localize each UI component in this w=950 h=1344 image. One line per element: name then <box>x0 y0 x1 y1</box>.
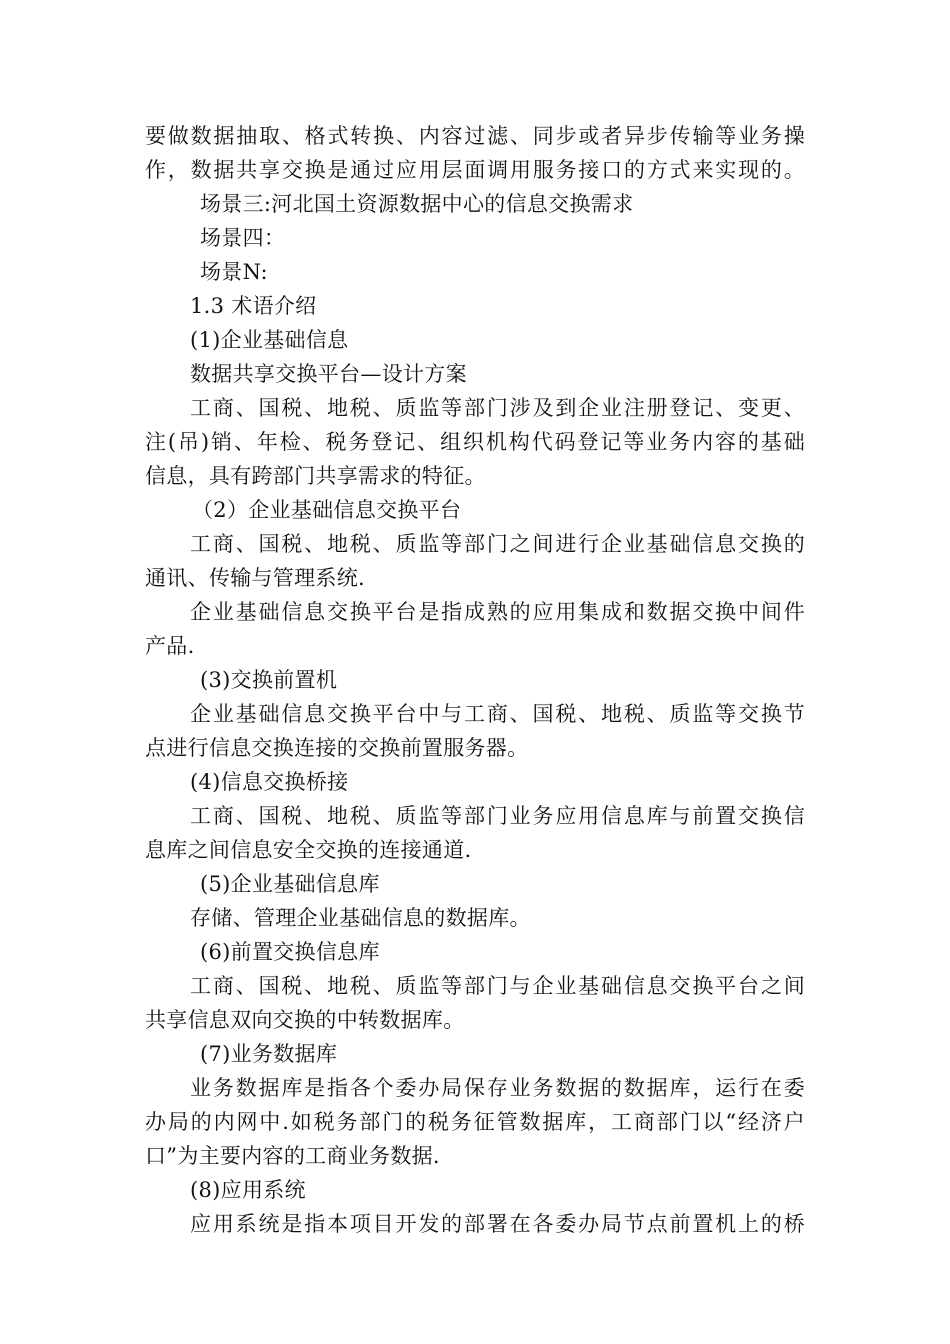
running-title: 数据共享交换平台—设计方案 <box>190 362 467 386</box>
term-heading: (8)应用系统 <box>190 1178 306 1202</box>
paragraph-line: 要做数据抽取、格式转换、内容过滤、同步或者异步传输等业务操 <box>145 124 805 148</box>
term-heading: (1)企业基础信息 <box>190 328 349 352</box>
term-heading: (7)业务数据库 <box>200 1042 338 1066</box>
scenario-heading: 场景N: <box>200 260 268 284</box>
paragraph-line: 产品. <box>145 634 195 658</box>
paragraph-line: 息库之间信息安全交换的连接通道. <box>145 838 472 862</box>
paragraph-line: 存储、管理企业基础信息的数据库。 <box>190 906 531 930</box>
paragraph-line: 工商、国税、地税、质监等部门与企业基础信息交换平台之间 <box>190 974 805 998</box>
term-heading: （2）企业基础信息交换平台 <box>192 498 462 522</box>
paragraph-line: 信息，具有跨部门共享需求的特征。 <box>145 464 486 488</box>
paragraph-line: 口”为主要内容的工商业务数据. <box>145 1144 440 1168</box>
paragraph-line: 业务数据库是指各个委办局保存业务数据的数据库，运行在委 <box>190 1076 805 1100</box>
section-heading: 1.3 术语介绍 <box>190 294 317 318</box>
scenario-heading: 场景四： <box>200 226 286 250</box>
term-heading: (3)交换前置机 <box>200 668 338 692</box>
term-heading: (5)企业基础信息库 <box>200 872 380 896</box>
term-heading: (6)前置交换信息库 <box>200 940 380 964</box>
paragraph-line: 办局的内网中.如税务部门的税务征管数据库，工商部门以“经济户 <box>145 1110 805 1134</box>
paragraph-line: 工商、国税、地税、质监等部门之间进行企业基础信息交换的 <box>190 532 805 556</box>
paragraph-line: 应用系统是指本项目开发的部署在各委办局节点前置机上的桥 <box>190 1212 805 1236</box>
paragraph-line: 注(吊)销、年检、税务登记、组织机构代码登记等业务内容的基础 <box>145 430 805 454</box>
paragraph-line: 企业基础信息交换平台中与工商、国税、地税、质监等交换节 <box>190 702 805 726</box>
term-heading: (4)信息交换桥接 <box>190 770 349 794</box>
paragraph-line: 点进行信息交换连接的交换前置服务器。 <box>145 736 529 760</box>
paragraph-line: 共享信息双向交换的中转数据库。 <box>145 1008 465 1032</box>
paragraph-line: 企业基础信息交换平台是指成熟的应用集成和数据交换中间件 <box>190 600 805 624</box>
scenario-heading: 场景三:河北国土资源数据中心的信息交换需求 <box>200 192 634 216</box>
paragraph-line: 工商、国税、地税、质监等部门涉及到企业注册登记、变更、 <box>190 396 805 420</box>
paragraph-line: 工商、国税、地税、质监等部门业务应用信息库与前置交换信 <box>190 804 805 828</box>
paragraph-line: 作，数据共享交换是通过应用层面调用服务接口的方式来实现的。 <box>145 158 805 182</box>
paragraph-line: 通讯、传输与管理系统. <box>145 566 365 590</box>
